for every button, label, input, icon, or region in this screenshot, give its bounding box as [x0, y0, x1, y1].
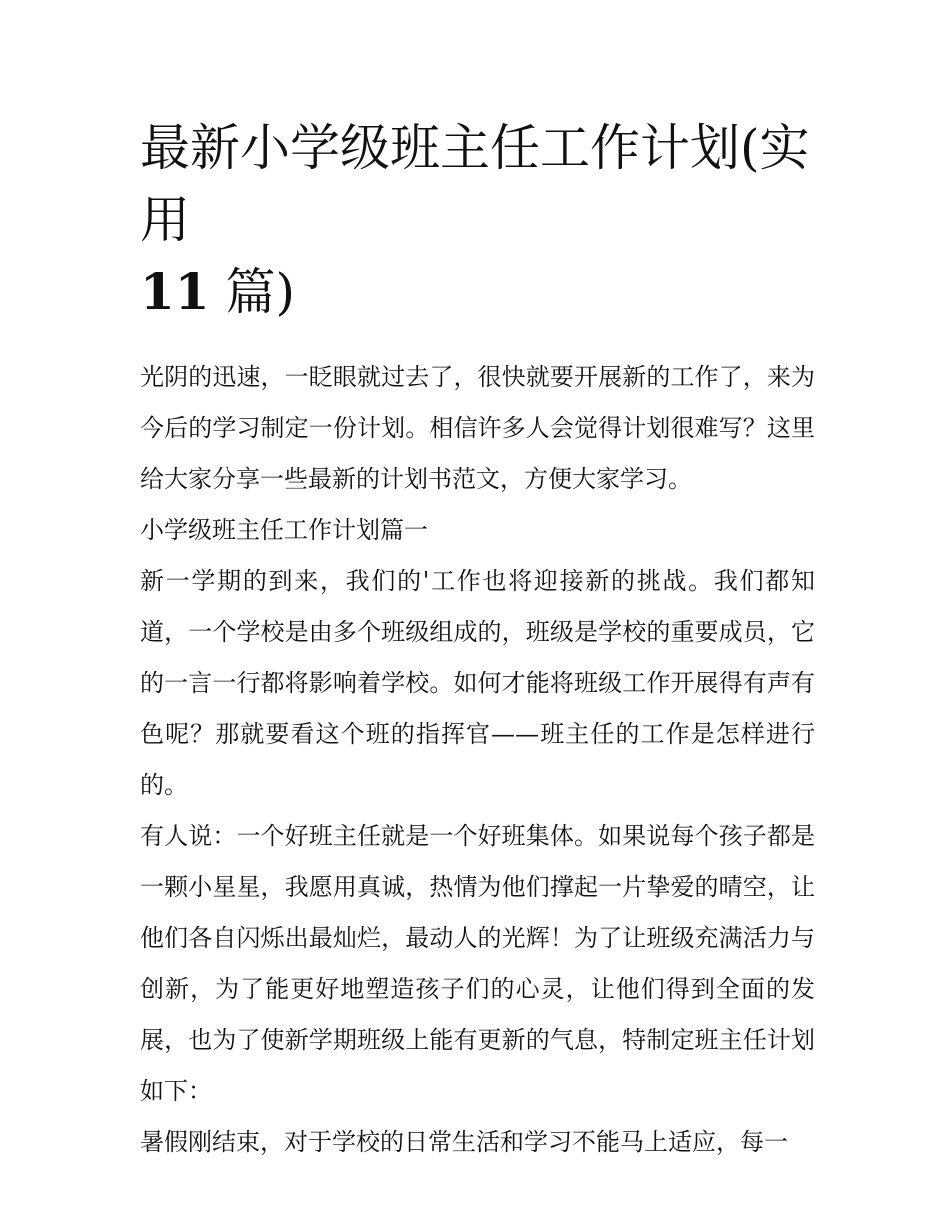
body-paragraph: 暑假刚结束，对于学校的日常生活和学习不能马上适应，每一	[140, 1128, 788, 1156]
title-text: 最新小学级班主任工作计划(实用	[140, 119, 810, 249]
document-title	[140, 112, 815, 328]
title-suffix: 篇)	[225, 263, 296, 321]
section-heading: 小学级班主任工作计划篇一	[140, 516, 428, 544]
title-number: 11	[140, 262, 210, 321]
body-paragraph: 有人说：一个好班主任就是一个好班集体。如果说每个孩子都是一颗小星星，我愿用真诚，热情为他们撑起一片挚爱的晴空，让他们各自闪烁出最灿烂，最动人的光辉！为了让班级充满活力与创新，为了能更好地塑造孩子们的心灵，让他们得到全面的发展，也为了使新学期班级上能有更新的气息，特制定班主任计划如下：	[140, 822, 815, 1105]
body-paragraph: 新一学期的到来，我们的'工作也将迎接新的挑战。我们都知道，一个学校是由多个班级组成的，班级是学校的重要成员，它的一言一行都将影响着学校。如何才能将班级工作开展得有声有色呢？那就要看这个班的指挥官——班主任的工作是怎样进行的。	[140, 567, 815, 799]
document-page	[140, 112, 815, 1168]
document-body	[140, 352, 815, 1168]
intro-paragraph: 光阴的迅速，一眨眼就过去了，很快就要开展新的工作了，来为今后的学习制定一份计划。相信许多人会觉得计划很难写？这里给大家分享一些最新的计划书范文，方便大家学习。	[140, 363, 815, 493]
